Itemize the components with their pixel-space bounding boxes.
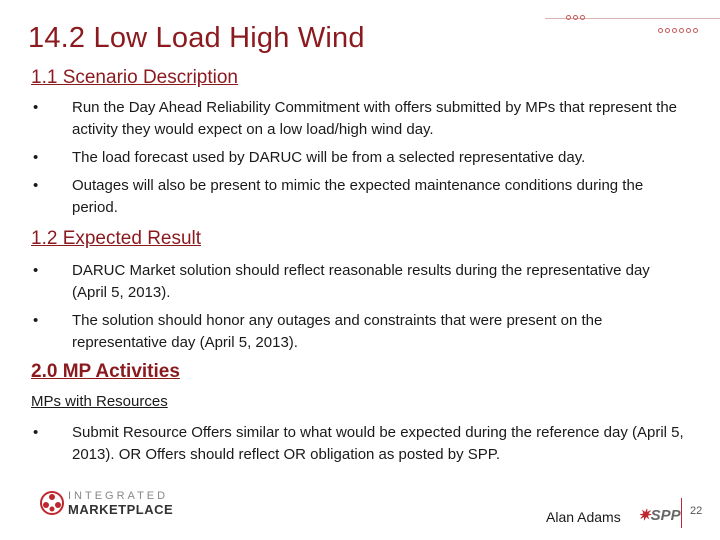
dot-icon: [679, 28, 684, 33]
bullet-marker: •: [33, 99, 39, 116]
decorative-dots-right: [658, 28, 698, 33]
dot-icon: [566, 15, 571, 20]
bullet-marker: •: [33, 262, 39, 279]
spp-logo-text: SPP: [650, 507, 681, 524]
logo-top-text: INTEGRATED: [68, 490, 169, 502]
bullet-marker: •: [33, 149, 39, 166]
integrated-marketplace-logo: [40, 490, 173, 516]
slide-title: 14.2 Low Load High Wind: [28, 22, 365, 54]
dot-icon: [580, 15, 585, 20]
presenter-name: Alan Adams: [546, 509, 621, 525]
activities-bullet-1: Submit Resource Offers similar to what would be expected during the reference day (April 5, 2013). OR Offers should reflect OR obligation as posted by SPP.: [72, 424, 684, 463]
scenario-bullet-2: The load forecast used by DARUC will be from a selected representative day.: [72, 149, 586, 166]
bullet-marker: •: [33, 424, 39, 441]
bullet-marker: •: [33, 177, 39, 194]
bullet-marker: •: [33, 312, 39, 329]
footer-divider: [681, 498, 682, 528]
logo-bottom-text: MARKETPLACE: [68, 502, 174, 517]
expected-bullet-1: DARUC Market solution should reflect reasonable results during the representative day (April 5, 2013).: [72, 262, 650, 301]
dot-icon: [573, 15, 578, 20]
dot-icon: [686, 28, 691, 33]
scenario-heading: 1.1 Scenario Description: [31, 67, 238, 88]
scenario-bullet-1: Run the Day Ahead Reliability Commitment with offers submitted by MPs that represent the activity they would expect on a low load/high wind day.: [72, 99, 678, 138]
decorative-dots-top: [566, 15, 585, 20]
activities-heading: 2.0 MP Activities: [31, 361, 180, 382]
dot-icon: [672, 28, 677, 33]
marketplace-logo-icon: [40, 491, 64, 515]
scenario-bullet-3: Outages will also be present to mimic the expected maintenance conditions during the period.: [72, 177, 644, 216]
spp-logo: [638, 506, 681, 524]
page-number: 22: [690, 505, 703, 517]
expected-bullet-2: The solution should honor any outages and constraints that were present on the representative day (April 5, 2013).: [72, 312, 603, 351]
spp-mark-icon: ✷: [638, 507, 651, 524]
dot-icon: [693, 28, 698, 33]
dot-icon: [665, 28, 670, 33]
activities-subheading: MPs with Resources: [31, 393, 168, 410]
expected-heading: 1.2 Expected Result: [31, 228, 202, 249]
dot-icon: [658, 28, 663, 33]
